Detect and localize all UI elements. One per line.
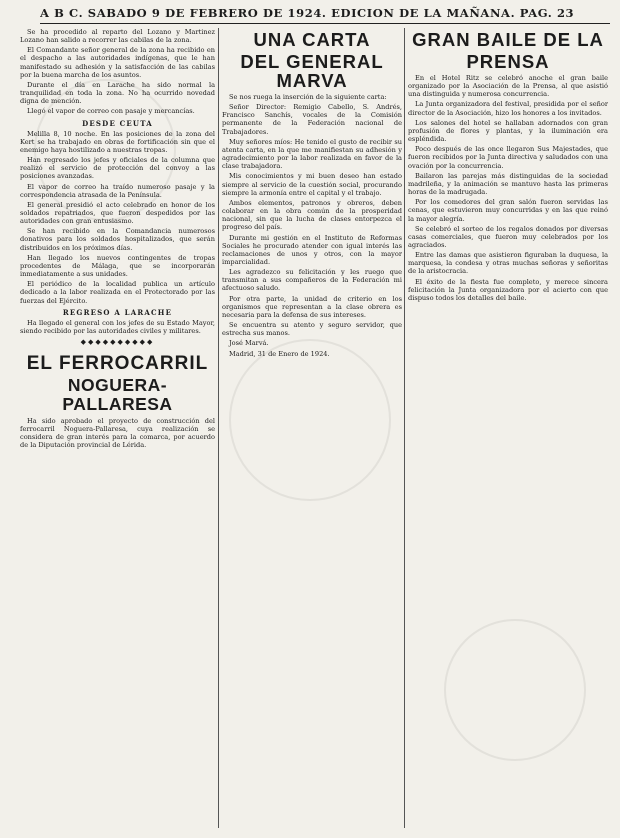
paragraph: En el Hotel Ritz se celebró anoche el gran baile organizado por la Asociación de la Prensa, al que asistió una distinguida y numerosa concurrencia.: [408, 74, 608, 99]
paragraph: Se han recibido en la Comandancia numerosos donativos para los soldados hospitalizados, que serán distribuidos en los próximos días.: [20, 227, 215, 252]
column-2: [222, 28, 402, 830]
signature: José Marvá.: [229, 339, 269, 348]
paragraph: Durante el día en Larache ha sido normal la tranquilidad en toda la zona. No ha ocurrido novedad digna de mención.: [20, 80, 215, 106]
paragraph: El periódico de la localidad publica un artículo dedicado a la labor realizada en el Protectorado por las fuerzas del Ejército.: [20, 280, 215, 305]
paragraph: Por los comedores del gran salón fueron servidas las cenas, que estuvieron muy concurridas y en las que reinó la mayor alegría.: [408, 198, 608, 223]
headline-general-marva: DEL GENERAL MARVA: [240, 51, 384, 91]
paragraph: Poco después de las once llegaron Sus Majestades, que fueron recibidos por la Junta directiva y saludados con una ovación por la concurrencia.: [408, 145, 608, 170]
dateline: Madrid, 31 de Enero de 1924.: [229, 349, 330, 358]
paragraph: Muy señores míos: He tenido el gusto de recibir su atenta carta, en la que me manifiestan su adhesión y agradecimiento por la labor realizada en favor de la clase trabajadora.: [222, 137, 402, 171]
paragraph: Los salones del hotel se hallaban adornados con gran profusión de flores y plantas, y la iluminación era espléndida.: [408, 118, 608, 144]
paragraph: El vapor de correo ha traído numeroso pasaje y la correspondencia atrasada de la Península.: [20, 182, 215, 199]
paragraph: Ambos elementos, patronos y obreros, deben colaborar en la obra común de la prosperidad nacional, sin que la lucha de clases entorpezca el progreso del país.: [222, 198, 402, 232]
column-3: [408, 28, 608, 830]
paragraph: Han regresado los jefes y oficiales de la columna que realizó el servicio de protección del convoy a las posiciones avanzadas.: [20, 156, 215, 181]
paragraph: Se ha procedido al reparto del Lozano y Martinez Lozano han salido a recorrer las cabilas de la zona.: [20, 28, 215, 45]
paragraph: Se encuentra su atento y seguro servidor, que estrecha sus manos.: [222, 321, 402, 338]
headline-noguera-pallaresa: NOGUERA-PALLARESA: [62, 375, 173, 414]
headline-prensa: PRENSA: [466, 51, 550, 72]
paragraph: Se nos ruega la inserción de la siguiente carta:: [229, 93, 387, 101]
ornament-divider: ◆◆◆◆◆◆◆◆◆◆: [80, 338, 155, 346]
paragraph: Les agradezco su felicitación y les ruego que transmitan a sus compañeros de la Federación mi afectuoso saludo.: [222, 268, 402, 293]
paragraph: Se celebró el sorteo de los regalos donados por diversas casas comerciales, que fueron muy celebrados por los agraciados.: [408, 224, 608, 249]
column-1: [20, 28, 215, 830]
paragraph: Bailaron las parejas más distinguidas de la sociedad madrileña, y la animación se mantuvo hasta las primeras horas de la madrugada.: [408, 171, 608, 197]
paragraph: Ha sido aprobado el proyecto de construcción del ferrocarril Noguera-Pallaresa, cuya realización se considera de gran interés para la comarca, por acuerdo de la Diputación provincial de Lérida.: [20, 417, 215, 450]
paragraph: Han llegado los nuevos contingentes de tropas procedentes de Málaga, que se incorporarán inmediatamente a sus unidades.: [20, 253, 215, 279]
column-rule-left: [218, 28, 219, 828]
paragraph: Señor Director: Remigio Cabello, S. Andrés, Francisco Sanchís, vocales de la Comisión permanente de la Federación nacional de Trabajadores.: [222, 103, 402, 136]
paragraph: Llegó el vapor de correo con pasaje y mercancías.: [27, 107, 195, 116]
section-heading-melilla: DESDE CEUTA: [82, 118, 153, 128]
paragraph: Melilla 8, 10 noche. En las posiciones de la zona del Kert se ha trabajado en obras de fortificación sin que el enemigo haya hostilizado a nuestras tropas.: [20, 129, 215, 154]
melilla-text: [20, 130, 215, 305]
paragraph: El éxito de la fiesta fue completo, y merece sincera felicitación la Junta organizadora por el acierto con que dispuso todos los detalles del baile.: [408, 277, 608, 302]
paragraph: Entre las damas que asistieron figuraban la duquesa, la marquesa, la condesa y otras muchas señoras y señoritas de la aristocracia.: [408, 251, 608, 276]
intro-text: [20, 28, 215, 116]
paragraph: Ha llegado el general con los jefes de su Estado Mayor, siendo recibido por las autoridades civiles y militares.: [20, 318, 215, 335]
paragraph: Por otra parte, la unidad de criterio en los organismos que representan a la clase obrera es necesaria para la defensa de sus intereses.: [222, 294, 402, 319]
masthead: A B C. SABADO 9 DE FEBRERO DE 1924. EDICION DE LA MAÑANA. PAG. 23: [40, 5, 610, 24]
paragraph: Mis conocimientos y mi buen deseo han estado siempre al servicio de la cuestión social, procurando siempre la armonía entre el capital y el trabajo.: [222, 172, 402, 197]
paragraph: El Comandante señor general de la zona ha recibido en el despacho a las autoridades indígenas, que le han manifestado su adhesión y la satisfacción de las cabilas por la buena marcha de los asuntos.: [20, 46, 215, 79]
headline-ferrocarril: EL FERROCARRIL: [26, 353, 209, 374]
paragraph: El general presidió el acto celebrado en honor de los soldados repatriados, que fueron despedidos por las autoridades con gran entusiasmo.: [20, 200, 215, 226]
headline-gran-baile: GRAN BAILE DE LA: [412, 29, 604, 50]
paragraph: Durante mi gestión en el Instituto de Reformas Sociales he procurado atender con igual interés las reclamaciones de unos y otros, con la mayor imparcialidad.: [222, 233, 402, 266]
section-heading-regreso: REGRESO A LARACHE: [62, 307, 173, 317]
paragraph: La Junta organizadora del festival, presidida por el señor director de la Asociación, hizo los honores a los invitados.: [408, 100, 608, 117]
headline-una-carta: UNA CARTA: [253, 29, 371, 50]
column-rule-right: [404, 28, 405, 828]
